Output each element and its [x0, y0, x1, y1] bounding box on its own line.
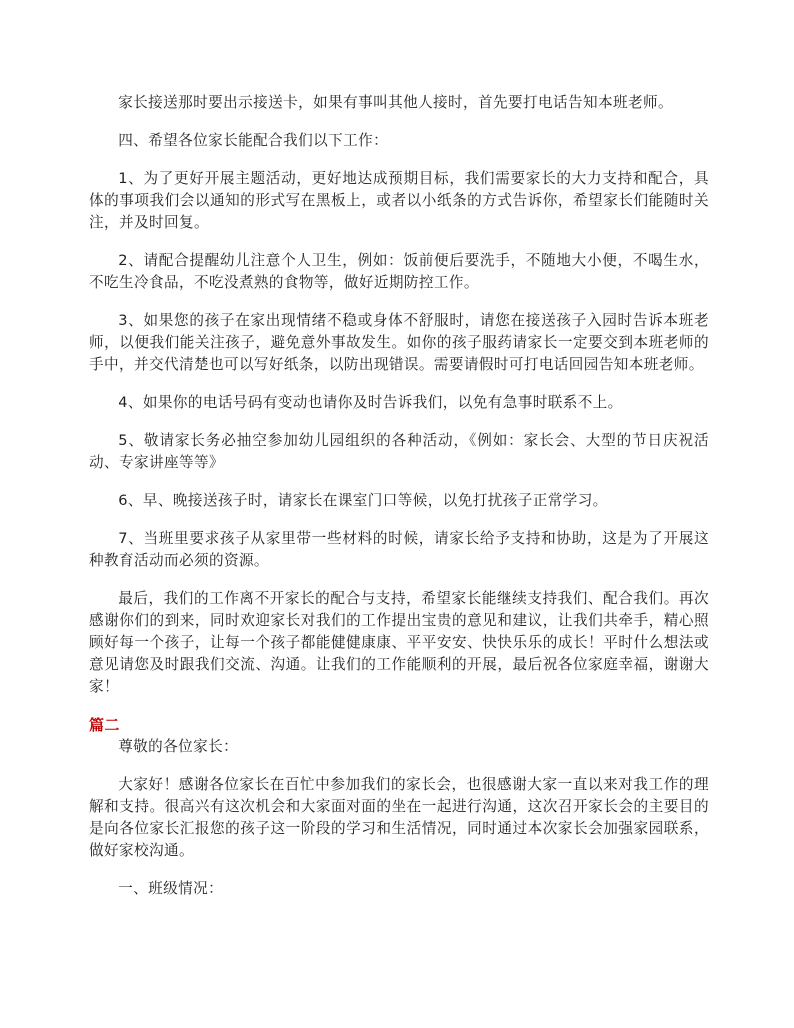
greeting-line: 尊敬的各位家长： — [118, 738, 239, 755]
list-item-3: 3、如果您的孩子在家出现情绪不稳或身体不舒服时，请您在接送孩子入园时告诉本班老师，以便我们能关注孩子，避免意外事故发生。如你的孩子服药请家长一定要交到本班老师的手中，并交代清楚也可以写好纸条，以防出现错误。需要请假时可打电话回园告知本班老师。 — [89, 312, 709, 373]
document-body — [89, 92, 709, 916]
list-item-4: 4、如果你的电话号码有变动也请你及时告诉我们，以免有急事时联系不上。 — [118, 394, 623, 411]
list-item-1: 1、为了更好开展主题活动，更好地达成预期目标，我们需要家长的大力支持和配合，具体的事项我们会以通知的形式写在黑板上，或者以小纸条的方式告诉你，希望家长们能随时关注，并及时回复。 — [89, 170, 709, 231]
paragraph-pickup-card: 家长接送那时要出示接送卡，如果有事叫其他人接时，首先要打电话告知本班老师。 — [118, 94, 673, 111]
section-heading-class-status: 一、班级情况： — [118, 880, 224, 897]
section-title-part-two: 篇二 — [89, 716, 120, 734]
section-heading-cooperation: 四、希望各位家长能配合我们以下工作： — [118, 132, 389, 149]
list-item-6: 6、早、晚接送孩子时，请家长在课室门口等候，以免打扰孩子正常学习。 — [118, 492, 608, 509]
intro-paragraph: 大家好！感谢各位家长在百忙中参加我们的家长会，也很感谢大家一直以来对我工作的理解和支持。很高兴有这次机会和大家面对面的坐在一起进行沟通，这次召开家长会的主要目的是向各位家长汇报您的孩子这一阶段的学习和生活情况，同时通过本次家长会加强家园联系，做好家校沟通。 — [89, 776, 709, 859]
closing-paragraph: 最后，我们的工作离不开家长的配合与支持，希望家长能继续支持我们、配合我们。再次感谢你们的到来，同时欢迎家长对我们的工作提出宝贵的意见和建议，让我们共牵手，精心照顾好每一个孩子，让每一个孩子都能健健康康、平平安安、快快乐乐的成长！平时什么想法或意见请您及时跟我们交流、沟通。让我们的工作能顺利的开展，最后祝各位家庭幸福，谢谢大家！ — [89, 590, 709, 695]
list-item-2: 2、请配合提醒幼儿注意个人卫生，例如：饭前便后要洗手，不随地大小便，不喝生水，不吃生冷食品，不吃没煮熟的食物等，做好近期防控工作。 — [89, 252, 709, 291]
list-item-5: 5、敬请家长务必抽空参加幼儿园组织的各种活动，《例如：家长会、大型的节日庆祝活动、专家讲座等等》 — [89, 432, 709, 471]
list-item-7: 7、当班里要求孩子从家里带一些材料的时候，请家长给予支持和协助，这是为了开展这种教育活动而必须的资源。 — [89, 530, 709, 569]
